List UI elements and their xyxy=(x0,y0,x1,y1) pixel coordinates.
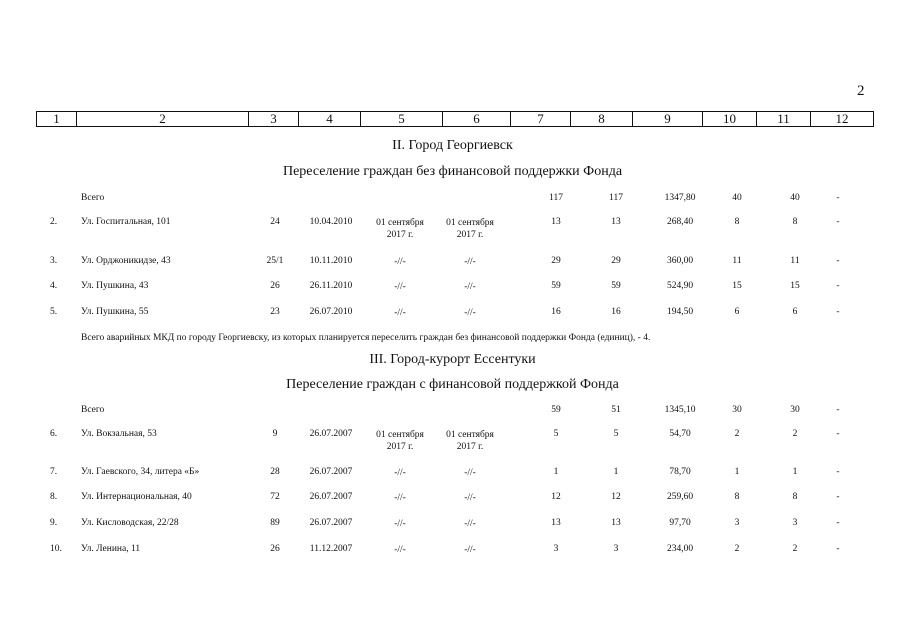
cell: -//- xyxy=(394,493,406,503)
cell: 117 xyxy=(609,193,623,203)
cell: 268,40 xyxy=(666,217,694,227)
cell: 13 xyxy=(611,217,621,227)
col-header-8: 8 xyxy=(571,112,633,126)
cell: - xyxy=(836,307,840,317)
cell: 2 xyxy=(734,544,740,554)
cell: 13 xyxy=(611,518,621,528)
column-header-row xyxy=(36,111,874,127)
cell: 524,90 xyxy=(666,281,694,291)
cell: 1345,10 xyxy=(664,405,696,415)
cell: 13 xyxy=(551,217,561,227)
cell: -//- xyxy=(394,308,406,318)
cell: 01 сентября 2017 г. xyxy=(446,218,494,240)
col-header-1: 1 xyxy=(37,112,77,126)
cell: - xyxy=(836,544,840,554)
total-label: Всего xyxy=(81,193,105,203)
cell: 9 xyxy=(272,429,278,439)
cell: 117 xyxy=(549,193,563,203)
address: Ул. Ленина, 11 xyxy=(81,544,141,554)
total-row xyxy=(0,193,905,219)
cell: 10.04.2010 xyxy=(309,217,353,227)
total-label: Всего xyxy=(81,405,105,415)
cell: 12 xyxy=(611,492,621,502)
cell: 59 xyxy=(551,281,561,291)
cell: 1 xyxy=(553,467,559,477)
cell: 01 сентября 2017 г. xyxy=(376,218,424,240)
row-number: 4. xyxy=(50,281,58,291)
cell: 97,70 xyxy=(669,518,691,528)
cell: 11 xyxy=(790,256,800,266)
cell: 3 xyxy=(613,544,619,554)
cell: - xyxy=(836,281,840,291)
cell: 3 xyxy=(553,544,559,554)
cell: 2 xyxy=(734,429,740,439)
cell: - xyxy=(836,429,840,439)
table-row xyxy=(0,467,905,493)
cell: -//- xyxy=(464,308,476,318)
cell: 59 xyxy=(611,281,621,291)
cell: -//- xyxy=(464,545,476,555)
cell: 59 xyxy=(551,405,561,415)
cell: 6 xyxy=(734,307,740,317)
cell: 23 xyxy=(270,307,280,317)
cell: 2 xyxy=(792,544,798,554)
cell: 6 xyxy=(792,307,798,317)
cell: 259,60 xyxy=(666,492,694,502)
col-header-12: 12 xyxy=(835,111,849,126)
section-note: Всего аварийных МКД по городу Георгиевску, из которых планируется переселить граждан без финансовой поддержки Фонда (единиц), - 4. xyxy=(81,333,651,343)
cell: 26.07.2010 xyxy=(309,307,353,317)
cell: -//- xyxy=(464,519,476,529)
cell: 29 xyxy=(551,256,561,266)
cell: 24 xyxy=(270,217,280,227)
address: Ул. Вокзальная, 53 xyxy=(81,429,157,439)
cell: 11.12.2007 xyxy=(309,544,353,554)
cell: 01 сентября 2017 г. xyxy=(376,430,424,452)
cell: 8 xyxy=(734,217,740,227)
cell: -//- xyxy=(464,282,476,292)
cell: 51 xyxy=(611,405,621,415)
address: Ул. Госпитальная, 101 xyxy=(81,217,171,227)
cell: 40 xyxy=(732,193,742,203)
cell: - xyxy=(836,217,840,227)
cell: - xyxy=(836,256,840,266)
row-number: 3. xyxy=(50,256,58,266)
cell: 15 xyxy=(790,281,800,291)
cell: 1 xyxy=(792,467,798,477)
cell: 15 xyxy=(732,281,742,291)
table-row xyxy=(0,307,905,333)
cell: -//- xyxy=(394,519,406,529)
cell: 54,70 xyxy=(669,429,691,439)
row-number: 2. xyxy=(50,217,58,227)
cell: 5 xyxy=(553,429,559,439)
row-number: 9. xyxy=(50,518,58,528)
cell: 26.07.2007 xyxy=(309,467,353,477)
cell: - xyxy=(836,467,840,477)
cell: -//- xyxy=(464,257,476,267)
cell: - xyxy=(836,193,840,203)
table-row xyxy=(0,281,905,307)
cell: 11 xyxy=(732,256,742,266)
table-row xyxy=(0,518,905,544)
cell: 3 xyxy=(792,518,798,528)
cell: -//- xyxy=(464,468,476,478)
table-row xyxy=(0,256,905,282)
table-row xyxy=(0,217,905,243)
cell: 12 xyxy=(551,492,561,502)
row-number: 5. xyxy=(50,307,58,317)
section-subtitle: Переселение граждан без финансовой поддержки Фонда xyxy=(282,164,623,179)
section-title: II. Город Георгиевск xyxy=(392,138,513,153)
cell: - xyxy=(836,405,840,415)
cell: - xyxy=(836,492,840,502)
cell: 16 xyxy=(611,307,621,317)
cell: 16 xyxy=(551,307,561,317)
col-header-6: 6 xyxy=(443,112,511,126)
cell: 29 xyxy=(611,256,621,266)
col-header-9: 9 xyxy=(633,112,703,126)
cell: 10.11.2010 xyxy=(309,256,353,266)
cell: 26.11.2010 xyxy=(309,281,353,291)
cell: 28 xyxy=(270,467,280,477)
row-number: 8. xyxy=(50,492,58,502)
col-header-11: 11 xyxy=(757,112,811,126)
address: Ул. Интернациональная, 40 xyxy=(81,492,192,502)
cell: 8 xyxy=(792,217,798,227)
cell: -//- xyxy=(394,257,406,267)
address: Ул. Пушкина, 55 xyxy=(81,307,149,317)
cell: 78,70 xyxy=(669,467,691,477)
cell: -//- xyxy=(464,493,476,503)
col-header-5: 5 xyxy=(361,112,443,126)
section-title: III. Город-курорт Ессентуки xyxy=(369,352,536,367)
col-header-10: 10 xyxy=(703,112,757,126)
total-row xyxy=(0,405,905,431)
cell: 30 xyxy=(732,405,742,415)
cell: -//- xyxy=(394,468,406,478)
row-number: 10. xyxy=(50,544,62,554)
cell: 26 xyxy=(270,544,280,554)
cell: 13 xyxy=(551,518,561,528)
cell: 360,00 xyxy=(666,256,694,266)
cell: 5 xyxy=(613,429,619,439)
table-row xyxy=(0,544,905,570)
cell: -//- xyxy=(394,545,406,555)
section-subtitle: Переселение граждан с финансовой поддержкой Фонда xyxy=(286,377,619,392)
cell: 1 xyxy=(613,467,619,477)
col-header-7: 7 xyxy=(511,112,571,126)
cell: 2 xyxy=(792,429,798,439)
page-number: 2 xyxy=(857,83,865,99)
table-row xyxy=(0,429,905,455)
cell: 40 xyxy=(790,193,800,203)
cell: 26 xyxy=(270,281,280,291)
address: Ул. Гаевского, 34, литера «Б» xyxy=(81,467,200,477)
cell: 30 xyxy=(790,405,800,415)
address: Ул. Орджоникидзе, 43 xyxy=(81,256,171,266)
table-row xyxy=(0,492,905,518)
cell: 8 xyxy=(792,492,798,502)
cell: 26.07.2007 xyxy=(309,429,353,439)
cell: 25/1 xyxy=(266,256,284,266)
cell: 26.07.2007 xyxy=(309,518,353,528)
row-number: 6. xyxy=(50,429,58,439)
cell: 8 xyxy=(734,492,740,502)
cell: 01 сентября 2017 г. xyxy=(446,430,494,452)
address: Ул. Кисловодская, 22/28 xyxy=(81,518,179,528)
cell: - xyxy=(836,518,840,528)
cell: 234,00 xyxy=(666,544,694,554)
cell: 89 xyxy=(270,518,280,528)
cell: 3 xyxy=(734,518,740,528)
col-header-3: 3 xyxy=(249,112,299,126)
cell: 26.07.2007 xyxy=(309,492,353,502)
cell: 1347,80 xyxy=(664,193,696,203)
address: Ул. Пушкина, 43 xyxy=(81,281,149,291)
cell: 1 xyxy=(734,467,740,477)
col-header-2: 2 xyxy=(77,112,249,126)
row-number: 7. xyxy=(50,467,58,477)
cell: -//- xyxy=(394,282,406,292)
cell: 194,50 xyxy=(666,307,694,317)
cell: 72 xyxy=(270,492,280,502)
col-header-4: 4 xyxy=(299,112,361,126)
